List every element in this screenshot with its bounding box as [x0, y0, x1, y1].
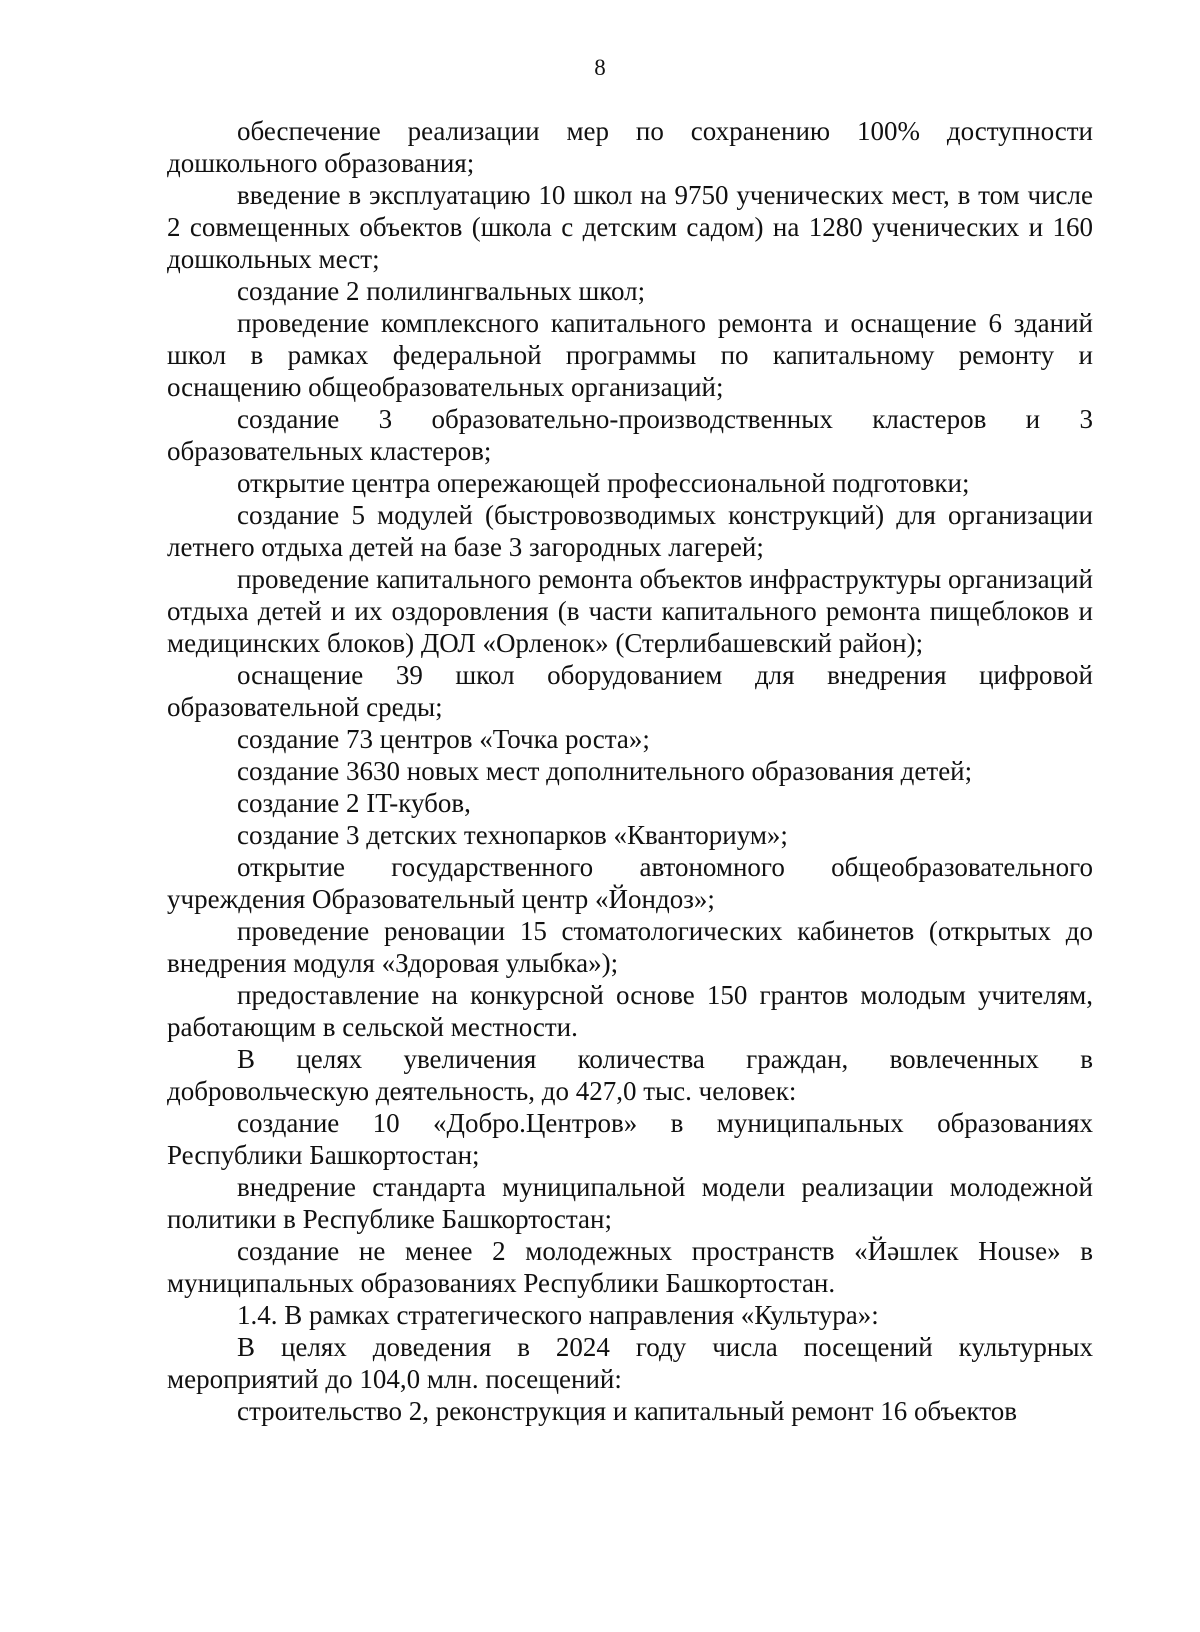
paragraph: создание 2 IT-кубов,: [237, 788, 471, 818]
paragraph: введение в эксплуатацию 10 школ на 9750 ученических мест, в том числе 2 совмещенных объектов (школа с детским садом) на 1280 ученических и 160 дошкольных мест;: [167, 180, 1093, 274]
paragraph: создание не менее 2 молодежных пространств «Йәшлек House» в муниципальных образованиях Республики Башкортостан.: [167, 1236, 1093, 1298]
paragraph: открытие государственного автономного общеобразовательного учреждения Образовательный центр «Йондоз»;: [167, 852, 1093, 914]
paragraph: создание 10 «Добро.Центров» в муниципальных образованиях Республики Башкортостан;: [167, 1108, 1093, 1170]
paragraph: внедрение стандарта муниципальной модели реализации молодежной политики в Республике Башкортостан;: [167, 1172, 1093, 1234]
document-body: [167, 115, 1093, 1427]
paragraph: проведение комплексного капитального ремонта и оснащение 6 зданий школ в рамках федеральной программы по капитальному ремонту и оснащению общеобразовательных организаций;: [167, 308, 1093, 402]
paragraph: В целях доведения в 2024 году числа посещений культурных мероприятий до 104,0 млн. посещений:: [167, 1332, 1093, 1394]
paragraph: создание 3630 новых мест дополнительного образования детей;: [237, 756, 973, 786]
paragraph: проведение капитального ремонта объектов инфраструктуры организаций отдыха детей и их оздоровления (в части капитального ремонта пищеблоков и медицинских блоков) ДОЛ «Орленок» (Стерлибашевский район);: [167, 564, 1093, 658]
paragraph: строительство 2, реконструкция и капитальный ремонт 16 объектов: [237, 1396, 1017, 1426]
section-heading: 1.4. В рамках стратегического направления «Культура»:: [237, 1300, 879, 1330]
paragraph: предоставление на конкурсной основе 150 грантов молодым учителям, работающим в сельской местности.: [167, 980, 1093, 1042]
paragraph: создание 73 центров «Точка роста»;: [237, 724, 650, 754]
paragraph: обеспечение реализации мер по сохранению 100% доступности дошкольного образования;: [167, 116, 1093, 178]
paragraph: создание 3 образовательно-производственных кластеров и 3 образовательных кластеров;: [167, 404, 1093, 466]
paragraph: проведение реновации 15 стоматологических кабинетов (открытых до внедрения модуля «Здоровая улыбка»);: [167, 916, 1093, 978]
paragraph: создание 2 полилингвальных школ;: [237, 276, 646, 306]
paragraph: оснащение 39 школ оборудованием для внедрения цифровой образовательной среды;: [167, 660, 1093, 722]
paragraph: открытие центра опережающей профессиональной подготовки;: [237, 468, 970, 498]
paragraph: создание 3 детских технопарков «Кванториум»;: [237, 820, 788, 850]
page-number: 8: [594, 55, 606, 80]
paragraph: создание 5 модулей (быстровозводимых конструкций) для организации летнего отдыха детей на базе 3 загородных лагерей;: [167, 500, 1093, 562]
paragraph: В целях увеличения количества граждан, вовлеченных в добровольческую деятельность, до 427,0 тыс. человек:: [167, 1044, 1093, 1106]
